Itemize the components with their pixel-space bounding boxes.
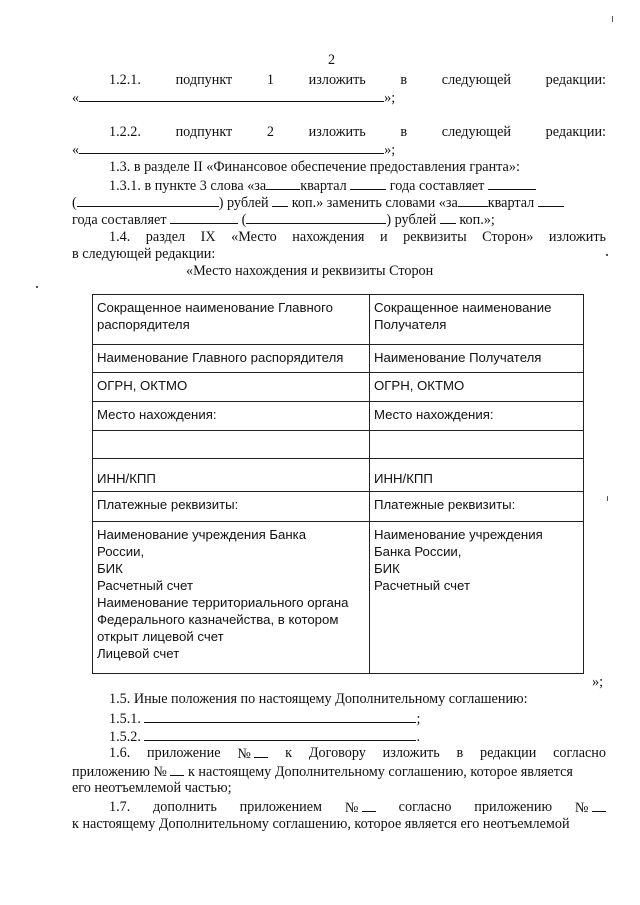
- fill-in-blank: [144, 710, 416, 723]
- word: следующей: [441, 72, 511, 88]
- word: к: [285, 745, 293, 761]
- fill-in-blank: [266, 177, 300, 190]
- word: реквизиты: [403, 229, 467, 245]
- bank-line: Лицевой счет: [97, 646, 180, 661]
- paragraph-1-5-2: [109, 728, 420, 746]
- text-run: квартал: [487, 195, 535, 211]
- bank-line: России,: [97, 544, 145, 559]
- word: [237, 745, 268, 763]
- fill-in-blank: [170, 763, 184, 776]
- text-run: ) рублей: [218, 195, 269, 211]
- table-row: [93, 345, 584, 373]
- fill-in-blank: [272, 194, 288, 207]
- word: 2: [266, 124, 275, 140]
- text-run: (: [241, 212, 247, 228]
- table-close-quote: »;: [592, 674, 604, 690]
- table-cell: ИНН/КПП: [93, 459, 370, 492]
- text-run: №: [237, 746, 251, 762]
- scan-speck: [607, 496, 608, 501]
- paragraph-1-4: [109, 229, 606, 246]
- word: [575, 799, 606, 817]
- paragraph-1-7: [109, 799, 606, 817]
- fill-in-blank: [79, 141, 384, 154]
- word: Договору: [308, 745, 366, 761]
- text-run: квартал: [300, 178, 347, 194]
- requisites-table: [92, 294, 584, 674]
- fill-in-blank: [254, 745, 268, 758]
- table-title: «Место нахождения и реквизиты Сторон: [186, 263, 434, 279]
- bank-line: БИК: [374, 561, 400, 576]
- fill-in-blank: [79, 89, 384, 102]
- fill-in-blank: [144, 728, 416, 741]
- text-run: коп.» заменить словами «за: [291, 195, 458, 211]
- text-run: года составляет: [389, 178, 485, 194]
- paragraph-1-3: 1.3. в разделе II «Финансовое обеспечение предоставления гранта»:: [109, 159, 520, 175]
- fill-in-blank: [458, 194, 488, 207]
- paragraph-1-4-line2: в следующей редакции:: [72, 246, 216, 262]
- word: согласно: [553, 745, 606, 761]
- clause-number: 1.6.: [109, 745, 131, 761]
- bank-details-left: [93, 522, 370, 674]
- word: в: [400, 124, 408, 140]
- open-quote: «: [72, 90, 80, 106]
- word: приложению: [474, 799, 553, 815]
- scan-speck: [612, 16, 613, 22]
- word: дополнить: [153, 799, 217, 815]
- clause-number: 1.7.: [109, 799, 131, 815]
- text-run: ) рублей: [386, 212, 437, 228]
- table-cell: Платежные реквизиты:: [370, 492, 584, 522]
- word: следующей: [441, 124, 511, 140]
- clause-number: 1.4.: [109, 229, 131, 245]
- word: и: [379, 229, 388, 245]
- bank-line: Наименование территориального органа: [97, 595, 349, 610]
- table-row: [93, 459, 584, 492]
- clause-number: 1.5.2.: [109, 729, 141, 745]
- word: изложить: [548, 229, 606, 245]
- paragraph-1-2-1: [109, 72, 606, 89]
- word: редакции:: [545, 124, 606, 140]
- fill-in-blank: [170, 211, 238, 224]
- paragraph-1-3-1-line1: [109, 177, 536, 195]
- fill-in-blank: [592, 799, 606, 812]
- clause-number: 1.2.1.: [109, 72, 141, 88]
- bank-details-right: [370, 522, 584, 674]
- fill-in-blank: [488, 177, 536, 190]
- table-cell: ОГРН, ОКТМО: [93, 373, 370, 402]
- fill-in-blank: [538, 194, 564, 207]
- page-number: 2: [328, 52, 336, 68]
- open-quote: «: [72, 142, 80, 158]
- table-cell: [93, 431, 370, 459]
- table-cell: Место нахождения:: [93, 402, 370, 431]
- text-run: к настоящему Дополнительному соглашению, которое является: [187, 764, 573, 780]
- table-cell: Сокращенное наименование Получателя: [370, 295, 584, 345]
- close-quote: »;: [384, 142, 396, 158]
- word: подпункт: [175, 124, 233, 140]
- bank-line: БИК: [97, 561, 123, 576]
- word: изложить: [308, 124, 366, 140]
- clause-number: 1.2.2.: [109, 124, 141, 140]
- bank-line: открыт лицевой счет: [97, 629, 224, 644]
- text-run: 1.3.1. в пункте 3 слова «за: [109, 178, 267, 194]
- word: редакции:: [545, 72, 606, 88]
- table-row: [93, 402, 584, 431]
- scan-speck: [36, 286, 38, 288]
- scan-speck: [606, 254, 608, 256]
- paragraph-1-5: 1.5. Иные положения по настоящему Дополнительному соглашению:: [109, 691, 528, 707]
- text-run: №: [574, 800, 589, 816]
- text-run: года составляет: [72, 212, 167, 228]
- table-row: [93, 492, 584, 522]
- paragraph-1-6-line2: [72, 763, 573, 781]
- paragraph-1-7-line2: к настоящему Дополнительному соглашению, которое является его неотъемлемой: [72, 816, 570, 832]
- word: согласно: [398, 799, 452, 815]
- fill-in-blank: [440, 211, 456, 224]
- table-cell: ИНН/КПП: [370, 459, 584, 492]
- table-cell: Платежные реквизиты:: [93, 492, 370, 522]
- text-run: .: [416, 729, 421, 745]
- word: [345, 799, 376, 817]
- table-cell: [370, 431, 584, 459]
- word: раздел: [145, 229, 186, 245]
- word: редакции: [479, 745, 537, 761]
- table-row: [93, 295, 584, 345]
- table-cell: Сокращенное наименование Главного распорядителя: [93, 295, 370, 345]
- table-row-bank-details: [93, 522, 584, 674]
- word: IX: [200, 229, 216, 245]
- bank-line: Наименование учреждения Банка: [97, 527, 307, 542]
- close-quote: »;: [384, 90, 396, 106]
- paragraph-1-3-1-line3: [72, 211, 495, 229]
- text-run: (: [72, 195, 77, 211]
- paragraph-1-5-1: [109, 710, 420, 728]
- bank-line: Федерального казначейства, в котором: [97, 612, 339, 627]
- word: подпункт: [175, 72, 233, 88]
- blank-line-1-2-1: [72, 89, 395, 107]
- paragraph-1-3-1-line2: [72, 194, 564, 212]
- fill-in-blank: [350, 177, 386, 190]
- word: «Место: [231, 229, 277, 245]
- table-row: [93, 431, 584, 459]
- text-run: ;: [416, 711, 421, 727]
- fill-in-blank: [77, 194, 219, 207]
- paragraph-1-6: [109, 745, 606, 763]
- clause-number: 1.5.1.: [109, 711, 141, 727]
- paragraph-1-2-2: [109, 124, 606, 141]
- table-cell: ОГРН, ОКТМО: [370, 373, 584, 402]
- text-run: приложению №: [72, 764, 167, 780]
- word: 1: [266, 72, 275, 88]
- word: Сторон»: [482, 229, 534, 245]
- fill-in-blank: [362, 799, 376, 812]
- word: нахождения: [292, 229, 365, 245]
- word: изложить: [308, 72, 366, 88]
- word: в: [456, 745, 464, 761]
- table-row: [93, 373, 584, 402]
- paragraph-1-6-line3: его неотъемлемой частью;: [72, 780, 232, 796]
- bank-line: Расчетный счет: [374, 578, 470, 593]
- text-run: коп.»;: [459, 212, 495, 228]
- fill-in-blank: [246, 211, 386, 224]
- word: приложением: [239, 799, 323, 815]
- table-cell: Наименование Получателя: [370, 345, 584, 373]
- bank-line: Наименование учреждения: [374, 527, 543, 542]
- word: изложить: [382, 745, 440, 761]
- table-cell: Наименование Главного распорядителя: [93, 345, 370, 373]
- word: приложение: [147, 745, 221, 761]
- blank-line-1-2-2: [72, 141, 395, 159]
- table-cell: Место нахождения:: [370, 402, 584, 431]
- text-run: №: [344, 800, 359, 816]
- bank-line: Банка России,: [374, 544, 462, 559]
- bank-line: Расчетный счет: [97, 578, 193, 593]
- word: в: [400, 72, 408, 88]
